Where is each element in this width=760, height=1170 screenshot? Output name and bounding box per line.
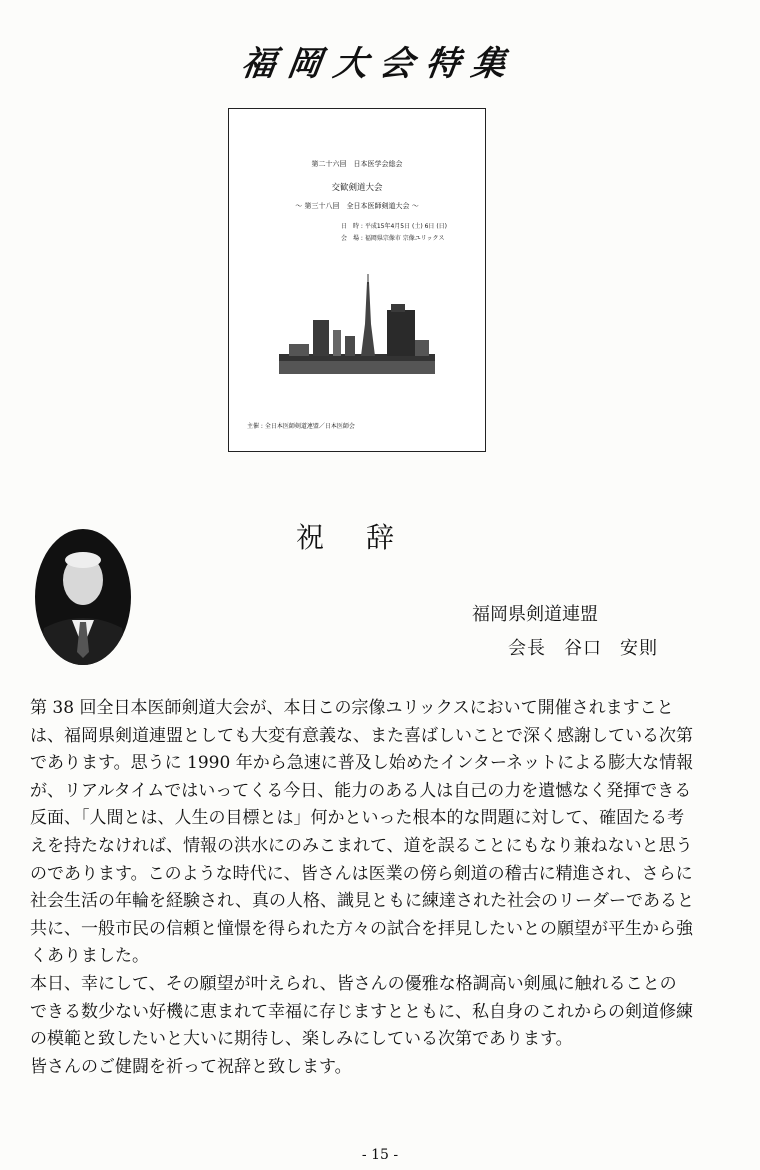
- body-line: であります。思うに 1990 年から急速に普及し始めたインターネットによる膨大な情報: [30, 753, 694, 774]
- body-line: 本日、幸にして、その願望が叶えられ、皆さんの優雅な格調高い剣風に触れることの: [30, 973, 677, 994]
- program-venue: 会 場 : 福岡県宗像市 宗像ユリックス: [341, 235, 445, 242]
- speaker-role: 会長: [508, 638, 546, 659]
- program-line1: 第二十六回 日本医学会総会: [311, 160, 403, 168]
- body-line: が、リアルタイムではいってくる今日、能力のある人は自己の力を遺憾なく発揮できる: [30, 780, 692, 801]
- program-date: 日 時 : 平成15年4月5日 (土) 6日 (日): [341, 223, 448, 230]
- speech-title: 祝辞: [296, 521, 437, 554]
- speaker-given-name: 安則: [620, 638, 658, 659]
- body-line: のであります。このような時代に、皆さんは医業の傍ら剣道の稽古に精進され、さらに: [30, 863, 693, 884]
- speaker-portrait-photo: [34, 528, 132, 666]
- program-line3: ～ 第三十八回 全日本医師剣道大会 ～: [295, 202, 419, 210]
- city-skyline-photo: [279, 274, 435, 374]
- body-line: えを持たなければ、情報の洪水にのみこまれて、道を誤ることにもなり兼ねないと思う: [30, 835, 693, 856]
- body-line: は、福岡県剣道連盟としても大変有意義な、また喜ばしいことで深く感謝している次第: [30, 725, 693, 746]
- body-line: くありました。: [30, 946, 149, 967]
- body-line: できる数少ない好機に恵まれて幸福に存じますとともに、私自身のこれからの剣道修練: [30, 1001, 693, 1022]
- body-line: 反面、「人間とは、人生の目標とは」何かといった根本的な問題に対して、確固たる考: [30, 808, 685, 829]
- body-line: 皆さんのご健闘を祈って祝辞と致します。: [30, 1056, 352, 1077]
- body-line: 共に、一般市民の信頼と憧憬を得られた方々の試合を拝見したいとの願望が平生から強: [30, 918, 693, 939]
- program-line2: 交歓剣道大会: [331, 183, 383, 193]
- page-number: - 15 -: [361, 1147, 399, 1163]
- body-line: 第 38 回全日本医師剣道大会が、本日この宗像ユリックスにおいて開催されますこと: [30, 698, 674, 718]
- program-cover-image: [228, 108, 486, 452]
- speaker-name: [508, 634, 658, 660]
- body-line: の模範と致したいと大いに期待し、楽しみにしている次第であります。: [30, 1029, 573, 1050]
- page-title: 福岡大会特集: [238, 44, 521, 84]
- speech-body: [30, 695, 700, 1081]
- program-organizer: 主催 : 全日本医師剣道連盟／日本医師会: [247, 423, 355, 430]
- speaker-family-name: 谷口: [564, 638, 602, 659]
- speaker-affiliation: 福岡県剣道連盟: [472, 604, 598, 625]
- body-line: 社会生活の年輪を経験され、真の人格、識見ともに練達された社会のリーダーであると: [30, 891, 695, 912]
